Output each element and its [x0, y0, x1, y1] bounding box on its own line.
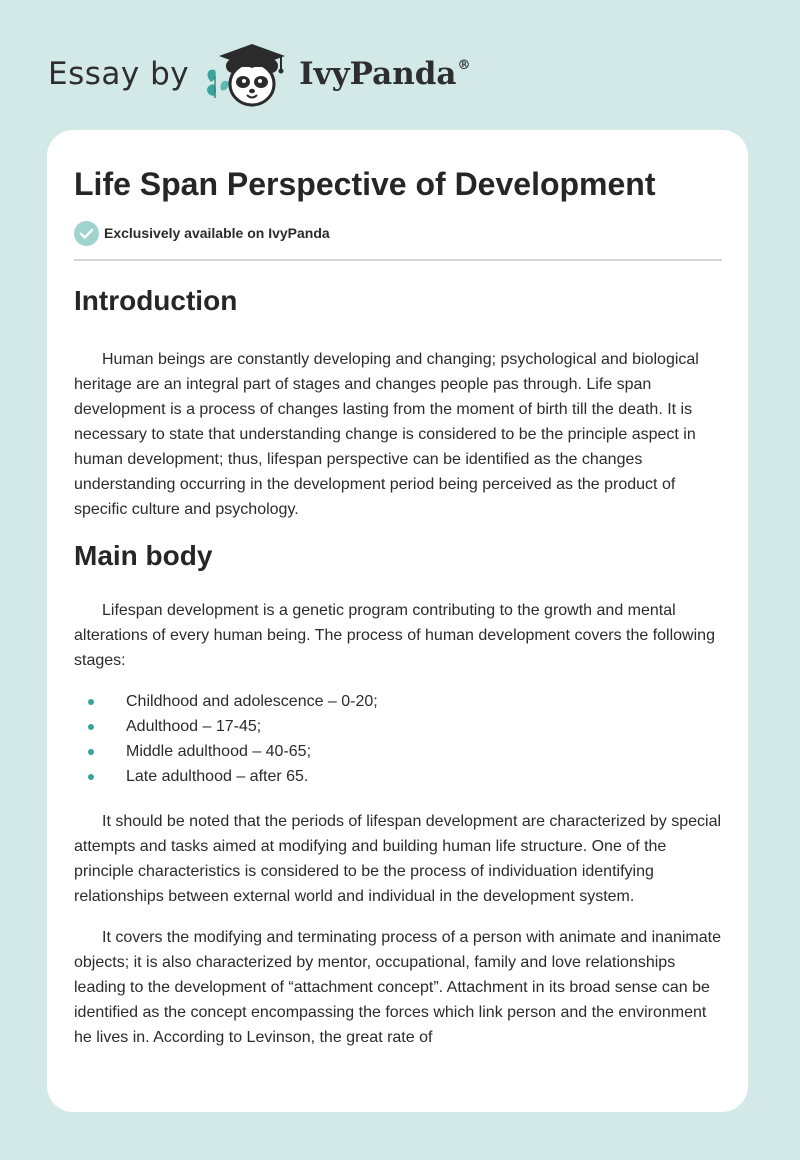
- stages-list: [74, 689, 722, 789]
- essay-card: [47, 130, 748, 1112]
- registered-mark: ®: [457, 58, 471, 73]
- list-item-text: Childhood and adolescence – 0-20;: [126, 693, 378, 710]
- divider: [74, 259, 722, 261]
- main-body-paragraph-2: It should be noted that the periods of lifespan development are characterized by special attempts and tasks aimed at modifying and building human life structure. One of the principle characteristics is considered to be the process of individuation identifying relationships between external world and individual in the development system.: [74, 813, 722, 905]
- ivy-leaf-icon: [207, 70, 229, 98]
- panda-graduate-icon: [201, 36, 293, 112]
- introduction-paragraph: Human beings are constantly developing and changing; psychological and biological heritage are an integral part of stages and changes people pas through. Life span development is a process of changes lasting from the moment of birth till the death. It is necessary to state that understanding change is considered to be the principle aspect in human development; thus, lifespan perspective can be identified as the changes understanding occurring in the development period being perceived as the product of specific culture and psychology.: [74, 351, 699, 518]
- list-item-text: Adulthood – 17-45;: [126, 718, 262, 735]
- list-item: [74, 739, 722, 764]
- bullet-dot-icon: [88, 699, 94, 705]
- brand-name: [299, 56, 470, 92]
- bullet-dot-icon: [88, 774, 94, 780]
- exclusive-label: Exclusively available on IvyPanda: [104, 225, 330, 241]
- section-heading-main-body: Main body: [74, 540, 213, 571]
- bullet-dot-icon: [88, 724, 94, 730]
- check-circle-icon: [74, 221, 99, 246]
- main-body-paragraph-3: It covers the modifying and terminating process of a person with animate and inanimate objects; it is also characterized by mentor, occupational, family and love relationships leading to the development of “attachment concept”. Attachment in its broad sense can be identified as the concept encompassing the forces which link person and the environment he lives in. According to Levinson, the great rate of: [74, 929, 721, 1046]
- page-title: Life Span Perspective of Development: [74, 166, 656, 202]
- brand-name-text: IvyPanda: [299, 56, 457, 92]
- list-item: [74, 764, 722, 789]
- exclusive-badge: [74, 220, 722, 246]
- main-body-paragraph-1: Lifespan development is a genetic program contributing to the growth and mental alterations of every human being. The process of human development covers the following stages:: [74, 602, 715, 669]
- list-item-text: Middle adulthood – 40-65;: [126, 743, 312, 760]
- essay-by-label: Essay by: [48, 56, 190, 92]
- list-item: [74, 714, 722, 739]
- brand-header: [48, 36, 471, 112]
- list-item: [74, 689, 722, 714]
- list-item-text: Late adulthood – after 65.: [126, 768, 309, 785]
- bullet-dot-icon: [88, 749, 94, 755]
- section-heading-introduction: Introduction: [74, 285, 238, 316]
